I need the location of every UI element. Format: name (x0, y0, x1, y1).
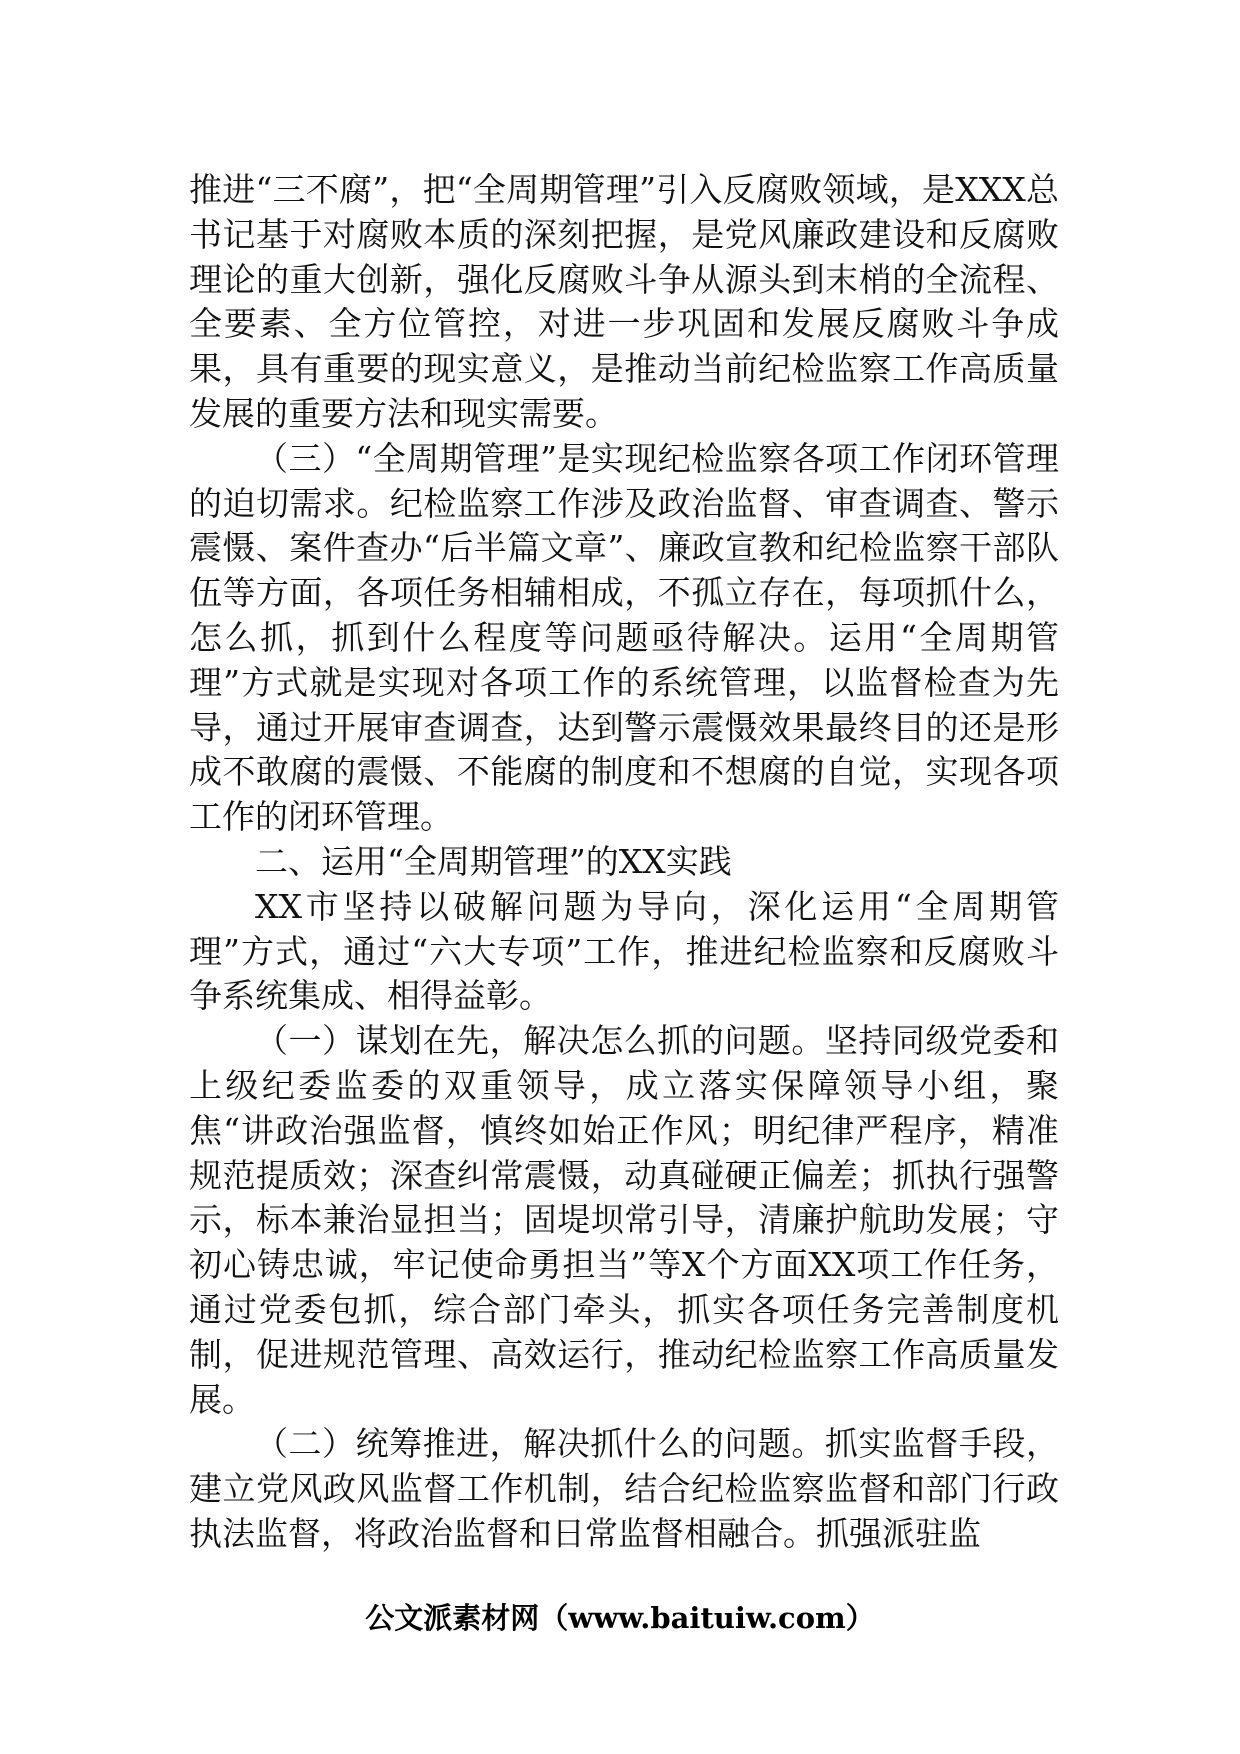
paragraph-opening: 推进“三不腐”，把“全周期管理”引入反腐败领域，是XXX总书记基于对腐败本质的深刻把握，是党风廉政建设和反腐败理论的重大创新，强化反腐败斗争从源头到末梢的全流程、全要素、全方位管控，对进一步巩固和发展反腐败斗争成果，具有重要的现实意义，是推动当前纪检监察工作高质量发展的重要方法和现实需要。 (189, 170, 1059, 433)
paragraph-section-three: （三）“全周期管理”是实现纪检监察各项工作闭环管理的迫切需求。纪检监察工作涉及政治监督、审查调查、警示震慑、案件查办“后半篇文章”、廉政宣教和纪检监察干部队伍等方面，各项任务相辅相成，不孤立存在，每项抓什么，怎么抓，抓到什么程度等问题亟待解决。运用“全周期管理”方式就是实现对各项工作的系统管理，以监督检查为先导，通过开展审查调查，达到警示震慑效果最终目的还是形成不敢腐的震慑、不能腐的制度和不想腐的自觉，实现各项工作的闭环管理。 (189, 438, 1059, 837)
paragraph-city-practice: XX市坚持以破解问题为导向，深化运用“全周期管理”方式，通过“六大专项”工作，推进纪检监察和反腐败斗争系统集成、相得益彰。 (189, 886, 1059, 1016)
document-body (189, 168, 1059, 1557)
paragraph-item-two: （二）统筹推进，解决抓什么的问题。抓实监督手段，建立党风政风监督工作机制，结合纪检监察监督和部门行政执法监督，将政治监督和日常监督相融合。抓强派驻监 (189, 1424, 1059, 1553)
footer-watermark: 公文派素材网（www.baituiw.com） (365, 1601, 875, 1635)
paragraph-item-one: （一）谋划在先，解决怎么抓的问题。坚持同级党委和上级纪委监委的双重领导，成立落实保障领导小组，聚焦“讲政治强监督，慎终如始正作风；明纪律严程序，精准规范提质效；深查纠常震慑，动真碰硬正偏差；抓执行强警示，标本兼治显担当；固堤坝常引导，清廉护航助发展；守初心铸忠诚，牢记使命勇担当”等X个方面XX项工作任务，通过党委包抓，综合部门牵头，抓实各项任务完善制度机制，促进规范管理、高效运行，推动纪检监察工作高质量发展。 (189, 1021, 1059, 1419)
section-heading-two: 二、运用“全周期管理”的XX实践 (255, 841, 732, 881)
